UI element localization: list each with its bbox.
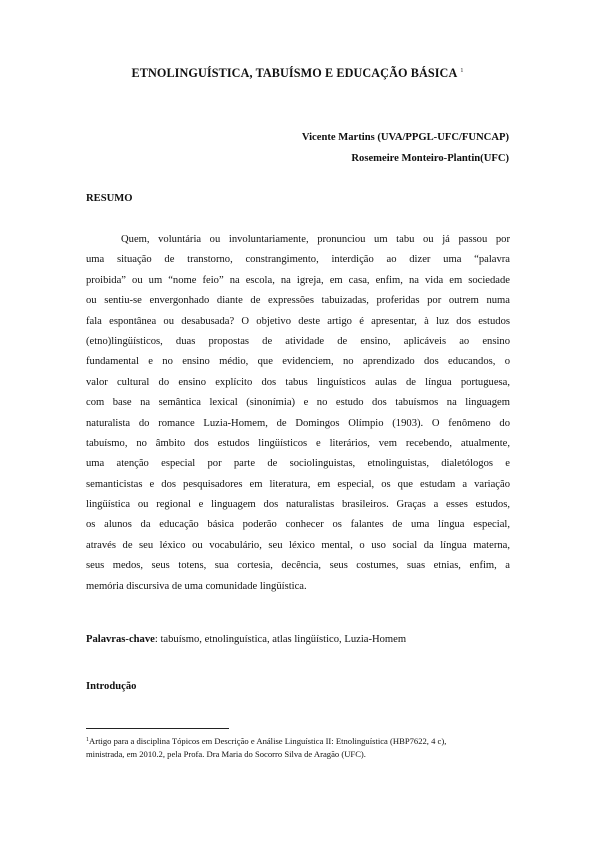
abstract-line: memória discursiva de uma comunidade lingüística.: [86, 580, 307, 592]
abstract-line: proibida” ou um “nome feio” na escola, na igreja, em casa, enfim, na vida em sociedade: [86, 274, 510, 286]
paper-title: [0, 66, 595, 81]
keywords-text: : tabuísmo, etnolinguística, atlas lingüístico, Luzia-Homem: [154, 634, 407, 645]
keywords: [86, 634, 406, 645]
abstract-line: com base na semântica lexical (sinonímia) e no estudo dos tabuísmos na linguagem: [86, 397, 510, 409]
abstract-line: semanticistas e dos pesquisadores em literatura, em especial, os que estudam a variação: [86, 478, 510, 490]
abstract-line: ou sentiu-se envergonhado diante de expressões tabuizadas, proferidas por outrem numa: [86, 295, 510, 307]
footnote-line: [86, 734, 510, 748]
abstract-body: [86, 230, 510, 597]
abstract-line: Quem, voluntária ou involuntariamente, pronunciou um tabu ou já passou por: [121, 234, 510, 245]
abstract-line: naturalista do romance Luzia-Homem, de Domingos Olímpio (1903). O fenômeno do: [86, 417, 510, 429]
footnote: [86, 734, 510, 761]
abstract-line: uma situação de transtorno, constrangimento, interdição ao dizer uma “palavra: [86, 254, 510, 266]
abstract-line: fundamental e no ensino médio, que evidenciem, no aprendizado dos educandos, o: [86, 356, 510, 368]
footnote-divider: [86, 728, 229, 729]
title-footnote-mark: 1: [460, 68, 464, 74]
abstract-line: uma atenção especial por parte de sociolinguistas, etnolinguistas, dialetólogos e: [86, 458, 510, 470]
author-line: Vicente Martins (UVA/PPGL-UFC/FUNCAP): [301, 132, 509, 143]
author-line: Rosemeire Monteiro-Plantin(UFC): [351, 153, 509, 164]
keywords-label: Palavras-chave: [86, 634, 155, 645]
abstract-line: os alunos da educação básica poderão conhecer os falantes de uma língua especial,: [86, 519, 510, 531]
footnote-line: ministrada, em 2010.2, pela Profa. Dra Maria do Socorro Silva de Aragão (UFC).: [86, 749, 366, 759]
footnote-text: Artigo para a disciplina Tópicos em Descrição e Análise Linguística II: Etnolinguística (HBP7622, 4 c),: [89, 736, 447, 746]
abstract-line: seus medos, seus totens, sua cortesia, decência, seus costumes, suas etnias, enfim, a: [86, 560, 510, 572]
intro-heading: Introdução: [86, 681, 137, 692]
abstract-line: valor cultural do ensino explícito dos tabus linguísticos aulas de língua portuguesa,: [86, 376, 510, 388]
abstract-line: lingüística ou regional e linguagem dos naturalistas brasileiros. Graças a esses estudos,: [86, 499, 510, 511]
abstract-line: tabuísmo, no âmbito dos estudos lingüísticos e literários, vem recebendo, atualmente,: [86, 437, 510, 449]
abstract-line: através de seu léxico ou vocabulário, seu léxico mental, o uso social da língua materna,: [86, 539, 510, 551]
author-list: [302, 127, 509, 169]
abstract-line: fala espontânea ou desabusada? O objetivo deste artigo é apresentar, à luz dos estudos: [86, 315, 510, 327]
footnote-mark: 1: [86, 737, 89, 743]
abstract-heading: RESUMO: [86, 193, 133, 204]
abstract-line: (etno)lingüísticos, duas propostas de atividade de ensino, aplicáveis ao ensino: [86, 335, 510, 347]
paper-title-text: ETNOLINGUÍSTICA, TABUÍSMO E EDUCAÇÃO BÁSICA: [131, 66, 458, 80]
